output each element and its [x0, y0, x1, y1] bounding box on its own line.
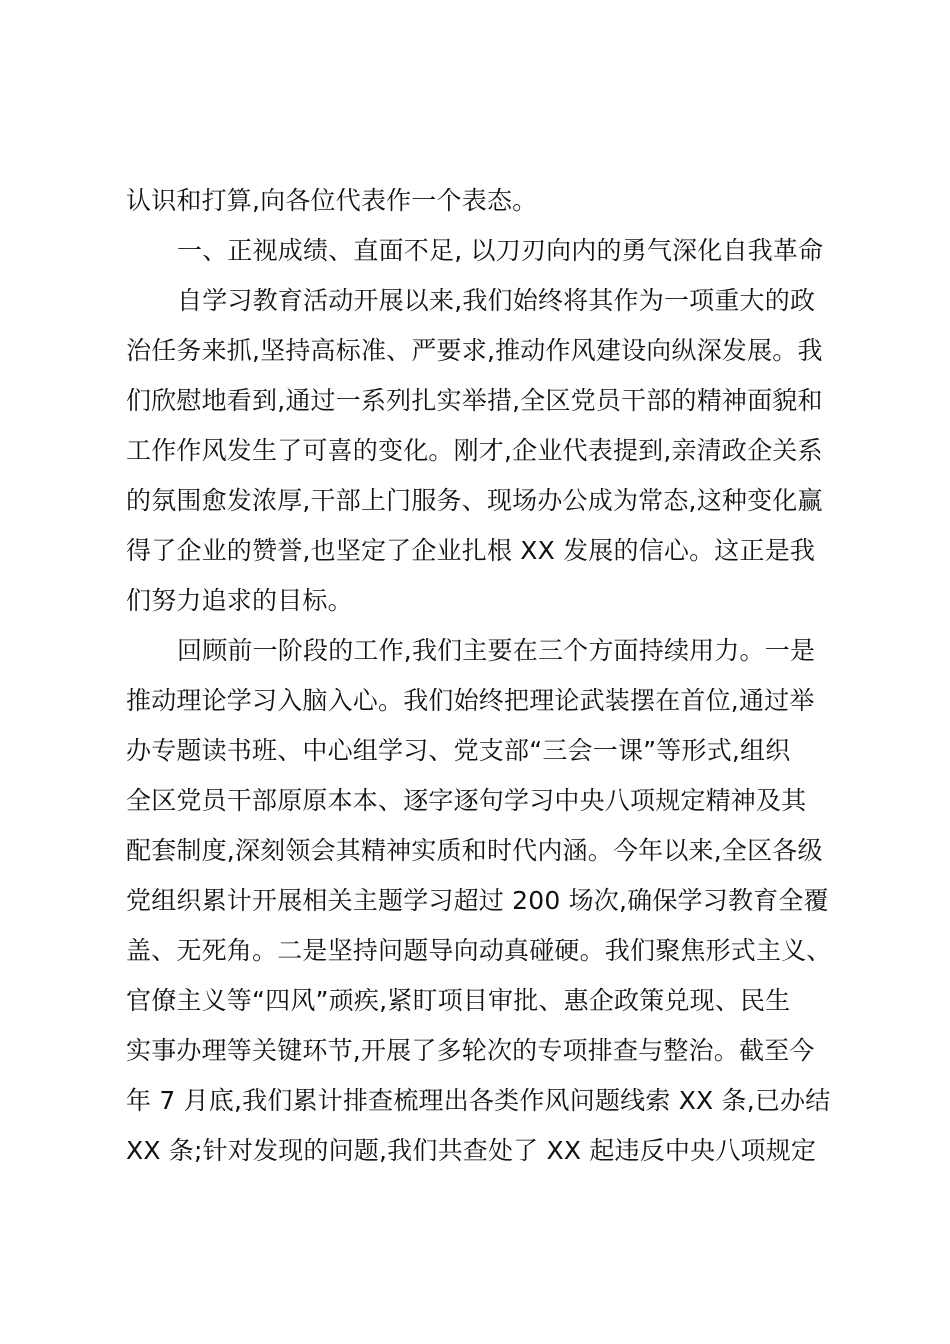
text-line-14: 配套制度,深刻领会其精神实质和时代内涵。今年以来,全区各级	[126, 836, 823, 865]
text-line-18: 实事办理等关键环节,开展了多轮次的专项排查与整治。截至今	[126, 1036, 815, 1065]
text-line-19: 年 7 月底,我们累计排查梳理出各类作风问题线索 XX 条,已办结	[126, 1086, 831, 1115]
text-line-17: 官僚主义等“四风”顽疾,紧盯项目审批、惠企政策兑现、民生	[126, 986, 791, 1015]
text-line-6: 工作作风发生了可喜的变化。刚才,企业代表提到,亲清政企关系	[126, 436, 823, 465]
text-line-8: 得了企业的赞誉,也坚定了企业扎根 XX 发展的信心。这正是我	[126, 536, 816, 565]
section-heading: 一、正视成绩、直面不足, 以刀刃向内的勇气深化自我革命	[177, 236, 824, 265]
text-line-5: 们欣慰地看到,通过一系列扎实举措,全区党员干部的精神面貌和	[126, 386, 823, 415]
text-line-10: 回顾前一阶段的工作,我们主要在三个方面持续用力。一是	[177, 636, 816, 665]
text-line-12: 办专题读书班、中心组学习、党支部“三会一课”等形式,组织	[126, 736, 791, 765]
text-line-16: 盖、无死角。二是坚持问题导向动真碰硬。我们聚焦形式主义、	[126, 936, 832, 965]
text-line-7: 的氛围愈发浓厚,干部上门服务、现场办公成为常态,这种变化赢	[126, 486, 823, 515]
text-line-3: 自学习教育活动开展以来,我们始终将其作为一项重大的政	[177, 286, 816, 315]
text-line-4: 治任务来抓,坚持高标准、严要求,推动作风建设向纵深发展。我	[126, 336, 823, 365]
text-line-15: 党组织累计开展相关主题学习超过 200 场次,确保学习教育全覆	[126, 886, 829, 915]
text-line-9: 们努力追求的目标。	[126, 586, 353, 615]
text-line-11: 推动理论学习入脑入心。我们始终把理论武装摆在首位,通过举	[126, 686, 815, 715]
text-line-20: XX 条;针对发现的问题,我们共查处了 XX 起违反中央八项规定	[126, 1136, 817, 1165]
text-line-13: 全区党员干部原原本本、逐字逐句学习中央八项规定精神及其	[126, 786, 807, 815]
text-line-1: 认识和打算,向各位代表作一个表态。	[126, 186, 538, 215]
